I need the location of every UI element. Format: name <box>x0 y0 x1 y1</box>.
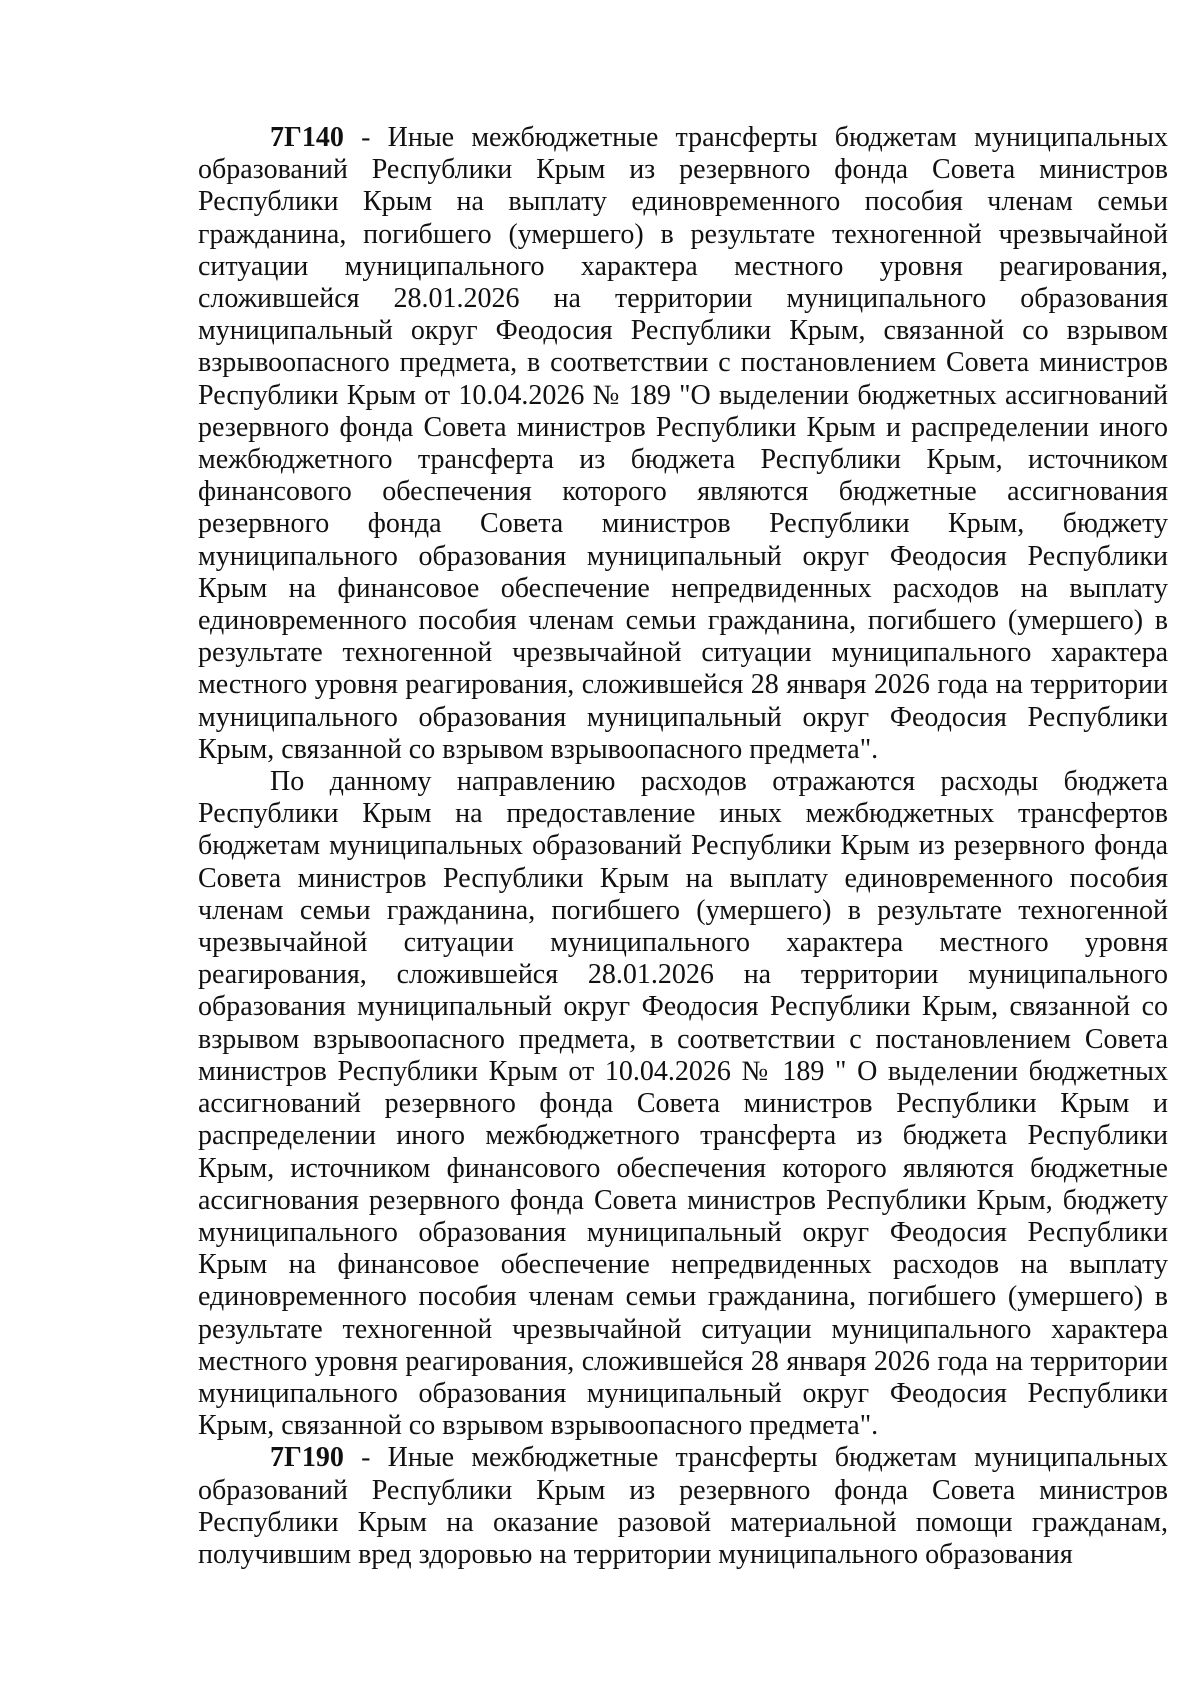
paragraph-text: - Иные межбюджетные трансферты бюджетам муниципальных образований Республики Крым из резервного фонда Совета министров Республики Крым на выплату единовременного пособия членам семьи гражданина, погибшего (умершего) в результате техногенной чрезвычайной ситуации муниципального характера местного уровня реагирования, сложившейся 28.01.2026 на территории муниципального образования муниципальный округ Феодосия Республики Крым, связанной со взрывом взрывоопасного предмета, в соответствии с постановлением Совета министров Республики Крым от 10.04.2026 № 189 "О выделении бюджетных ассигнований резервного фонда Совета министров Республики Крым и распределении иного межбюджетного трансферта из бюджета Республики Крым, источником финансового обеспечения которого являются бюджетные ассигнования резервного фонда Совета министров Республики Крым, бюджету муниципального образования муниципальный округ Феодосия Республики Крым на финансовое обеспечение непредвиденных расходов на выплату единовременного пособия членам семьи гражданина, погибшего (умершего) в результате техногенной чрезвычайной ситуации муниципального характера местного уровня реагирования, сложившейся 28 января 2026 года на территории муниципального образования муниципальный округ Феодосия Республики Крым, связанной со взрывом взрывоопасного предмета". <box>198 122 1168 765</box>
paragraph-text: По данному направлению расходов отражаются расходы бюджета Республики Крым на предоставление иных межбюджетных трансфертов бюджетам муниципальных образований Республики Крым из резервного фонда Совета министров Республики Крым на выплату единовременного пособия членам семьи гражданина, погибшего (умершего) в результате техногенной чрезвычайной ситуации муниципального характера местного уровня реагирования, сложившейся 28.01.2026 на территории муниципального образования муниципальный округ Феодосия Республики Крым, связанной со взрывом взрывоопасного предмета, в соответствии с постановлением Совета министров Республики Крым от 10.04.2026 № 189 " О выделении бюджетных ассигнований резервного фонда Совета министров Республики Крым и распределении иного межбюджетного трансферта из бюджета Республики Крым, источником финансового обеспечения которого являются бюджетные ассигнования резервного фонда Совета министров Республики Крым, бюджету муниципального образования муниципальный округ Феодосия Республики Крым на финансовое обеспечение непредвиденных расходов на выплату единовременного пособия членам семьи гражданина, погибшего (умершего) в результате техногенной чрезвычайной ситуации муниципального характера местного уровня реагирования, сложившейся 28 января 2026 года на территории муниципального образования муниципальный округ Феодосия Республики Крым, связанной со взрывом взрывоопасного предмета". <box>198 766 1168 1442</box>
expense-code: 7Г140 <box>270 122 344 153</box>
paragraph-7g140 <box>198 122 1168 766</box>
paragraph-text: - Иные межбюджетные трансферты бюджетам муниципальных образований Республики Крым из резервного фонда Совета министров Республики Крым на оказание разовой материальной помощи гражданам, получившим вред здоровью на территории муниципального образования <box>198 1442 1168 1570</box>
paragraph-explanation <box>198 766 1168 1442</box>
expense-code: 7Г190 <box>270 1442 344 1474</box>
document-body <box>198 122 1168 1571</box>
paragraph-7g190 <box>198 1442 1168 1571</box>
